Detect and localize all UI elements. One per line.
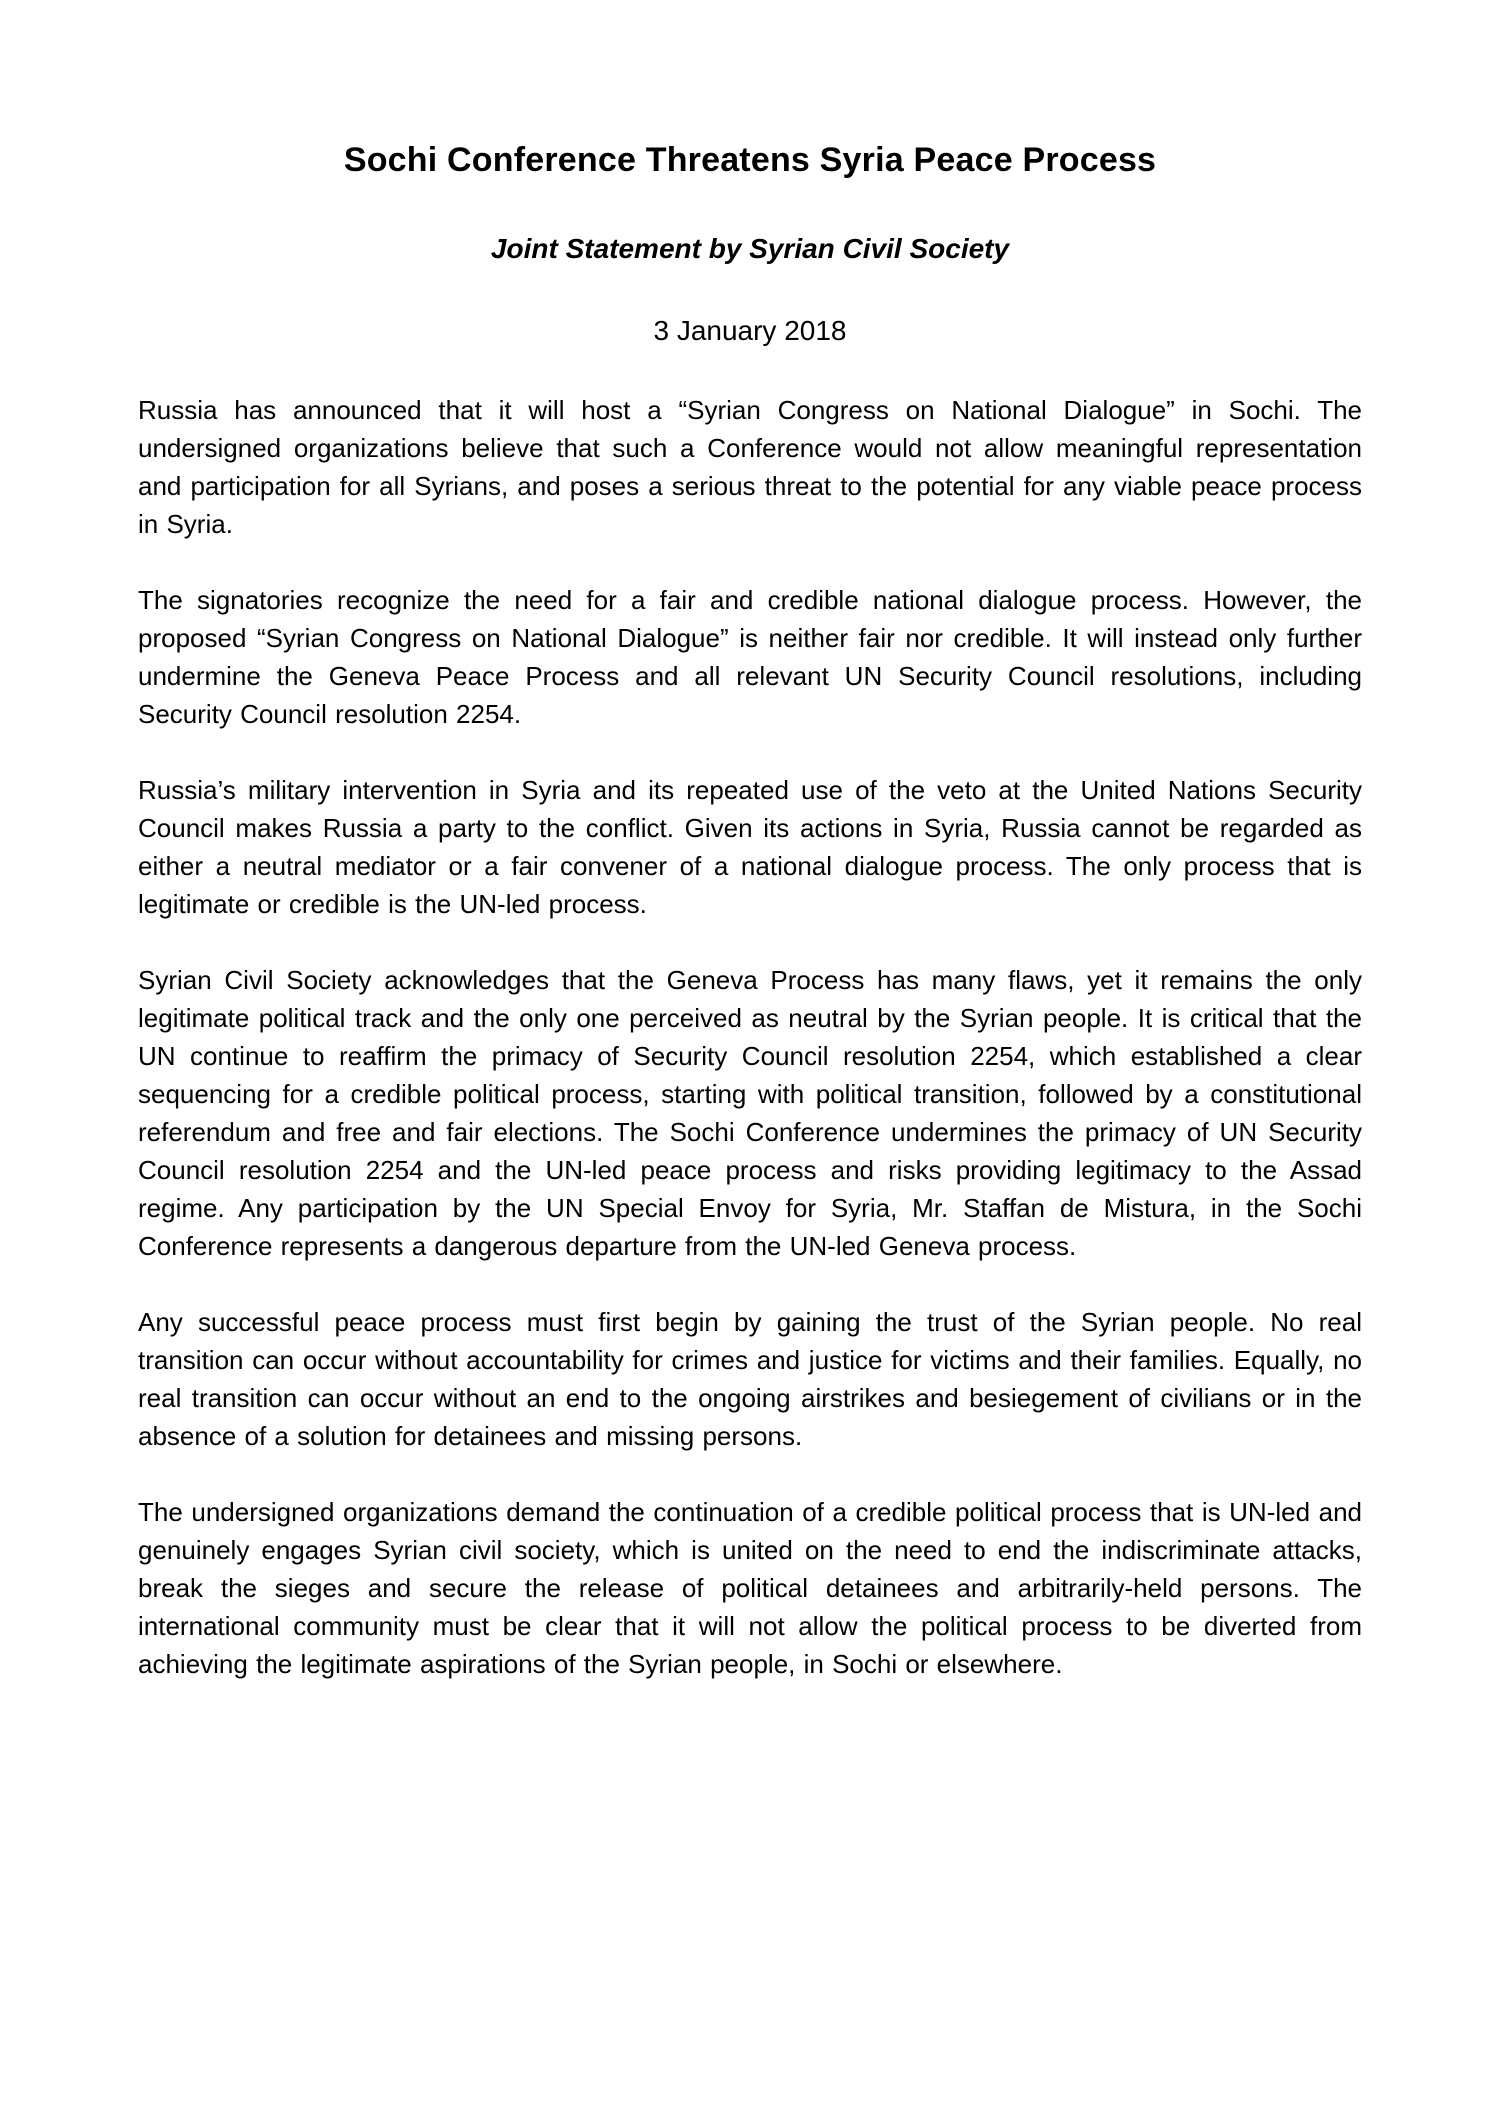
paragraph: Any successful peace process must first begin by gaining the trust of the Syrian people. No real transition can occur without accountability for crimes and justice for victims and their families. Equally, no real transition can occur without an end to the ongoing airstrikes and besiegement of civilians or in the absence of a solution for detainees and missing persons. — [138, 1306, 1362, 1451]
paragraph: Russia’s military intervention in Syria and its repeated use of the veto at the United Nations Security Council makes Russia a party to the conflict. Given its actions in Syria, Russia cannot be regarded as either a neutral mediator or a fair convener of a national dialogue process. The only process that is legitimate or credible is the UN-led process. — [138, 774, 1362, 919]
paragraph: The signatories recognize the need for a fair and credible national dialogue process. However, the proposed “Syrian Congress on National Dialogue” is neither fair nor credible. It will instead only further undermine the Geneva Peace Process and all relevant UN Security Council resolutions, including Security Council resolution 2254. — [138, 584, 1362, 729]
page-title: Sochi Conference Threatens Syria Peace Process — [343, 141, 1157, 179]
paragraph: Russia has announced that it will host a “Syrian Congress on National Dialogue” in Sochi. The undersigned organizations believe that such a Conference would not allow meaningful representation and participation for all Syrians, and poses a serious threat to the potential for any viable peace process in Syria. — [138, 394, 1362, 539]
paragraph: Syrian Civil Society acknowledges that the Geneva Process has many flaws, yet it remains the only legitimate political track and the only one perceived as neutral by the Syrian people. It is critical that the UN continue to reaffirm the primacy of Security Council resolution 2254, which established a clear sequencing for a credible political process, starting with political transition, followed by a constitutional referendum and free and fair elections. The Sochi Conference undermines the primacy of UN Security Council resolution 2254 and the UN-led peace process and risks providing legitimacy to the Assad regime. Any participation by the UN Special Envoy for Syria, Mr. Staffan de Mistura, in the Sochi Conference represents a dangerous departure from the UN-led Geneva process. — [138, 964, 1362, 1261]
paragraph: The undersigned organizations demand the continuation of a credible political process that is UN-led and genuinely engages Syrian civil society, which is united on the need to end the indiscriminate attacks, break the sieges and secure the release of political detainees and arbitrarily-held persons. The international community must be clear that it will not allow the political process to be diverted from achieving the legitimate aspirations of the Syrian people, in Sochi or elsewhere. — [138, 1496, 1362, 1679]
document-date: 3 January 2018 — [653, 314, 847, 346]
page-subtitle: Joint Statement by Syrian Civil Society — [490, 232, 1010, 264]
document-body — [138, 391, 1362, 1683]
